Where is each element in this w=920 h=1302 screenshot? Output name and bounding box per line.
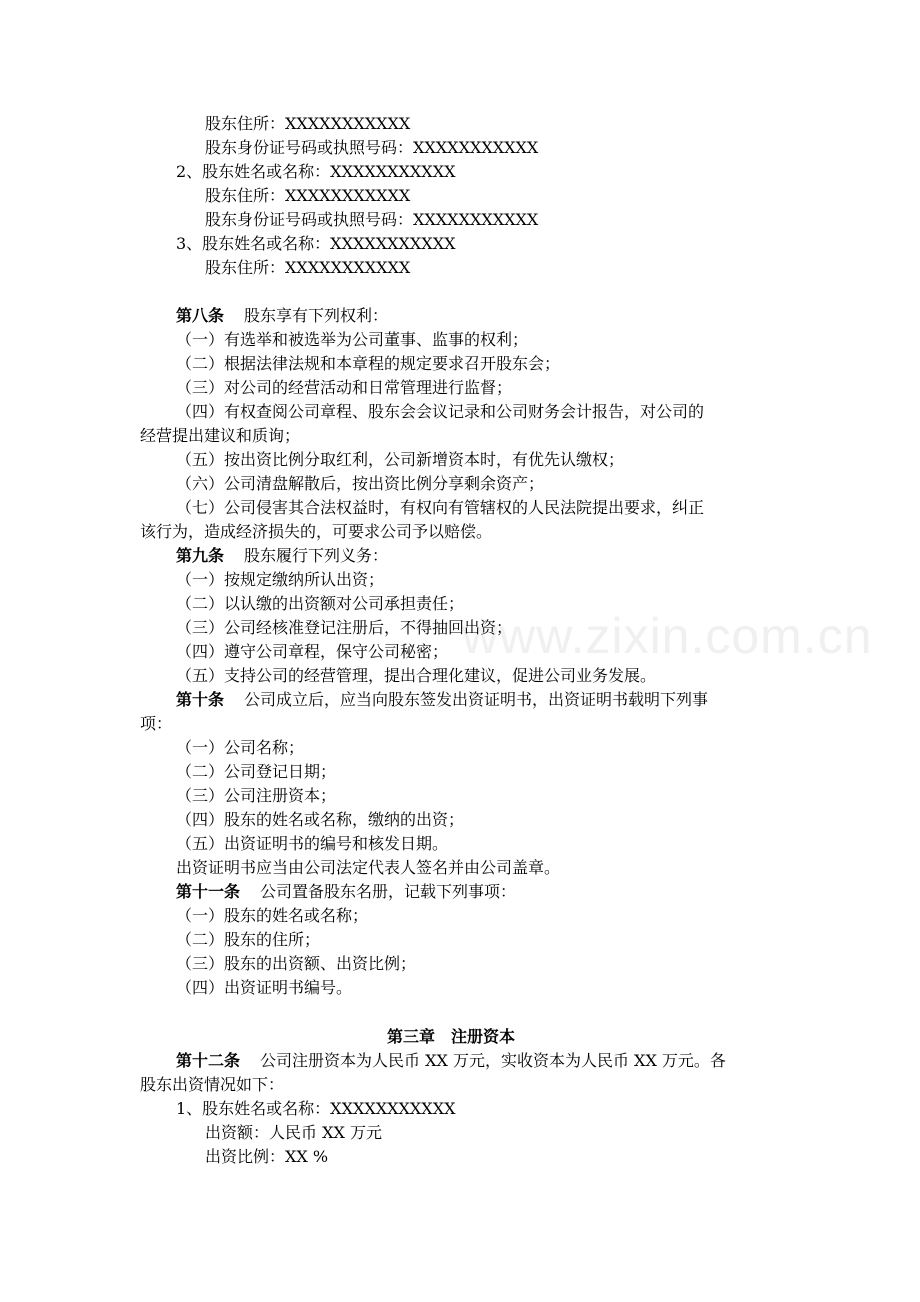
shareholder-2-name: 2、股东姓名或名称：XXXXXXXXXXX	[176, 162, 456, 181]
article-12-shareholder-1-name: 1、股东姓名或名称：XXXXXXXXXXX	[176, 1099, 456, 1118]
article-12-shareholder-1-amount: 出资额：人民币 XX 万元	[205, 1123, 382, 1142]
shareholder-1-id: 股东身份证号码或执照号码：XXXXXXXXXXX	[205, 138, 539, 157]
article-8-intro: 股东享有下列权利：	[244, 306, 389, 325]
article-11-item: （四）出资证明书编号。	[176, 978, 353, 997]
article-8-item: （二）根据法律法规和本章程的规定要求召开股东会；	[176, 354, 561, 373]
article-8-item: （五）按出资比例分取红利，公司新增资本时，有优先认缴权；	[176, 450, 625, 469]
article-8-item-continuation: 经营提出建议和质询；	[140, 426, 301, 445]
article-8-item: （七）公司侵害其合法权益时，有权向有管辖权的人民法院提出要求，纠正	[176, 498, 705, 517]
shareholder-3-name: 3、股东姓名或名称：XXXXXXXXXXX	[176, 234, 456, 253]
article-12-intro-continuation: 股东出资情况如下：	[140, 1075, 285, 1094]
article-10-closing: 出资证明书应当由公司法定代表人签名并由公司盖章。	[176, 858, 561, 877]
shareholder-2-id: 股东身份证号码或执照号码：XXXXXXXXXXX	[205, 210, 539, 229]
article-9-item: （一）按规定缴纳所认出资；	[176, 570, 385, 589]
chapter-3-title: 第三章 注册资本	[387, 1027, 516, 1046]
watermark: www.zixin.com.cn	[462, 608, 873, 664]
article-10-item: （一）公司名称；	[176, 738, 305, 757]
article-8-item: （四）有权查阅公司章程、股东会会议记录和公司财务会计报告，对公司的	[176, 402, 705, 421]
article-8-heading	[176, 305, 388, 327]
article-12-label: 第十二条	[176, 1051, 241, 1070]
article-9-heading	[176, 545, 388, 567]
article-11-label: 第十一条	[176, 882, 241, 901]
article-11-item: （二）股东的住所；	[176, 930, 321, 949]
article-9-item: （四）遵守公司章程，保守公司秘密；	[176, 642, 449, 661]
article-11-heading	[176, 881, 516, 903]
article-10-item: （四）股东的姓名或名称，缴纳的出资；	[176, 810, 465, 829]
article-8-label: 第八条	[176, 306, 225, 325]
article-9-item: （二）以认缴的出资额对公司承担责任；	[176, 594, 465, 613]
shareholder-3-address: 股东住所：XXXXXXXXXXX	[205, 258, 411, 277]
shareholder-2-address: 股东住所：XXXXXXXXXXX	[205, 186, 411, 205]
article-12-heading	[176, 1050, 726, 1072]
article-10-label: 第十条	[176, 690, 225, 709]
article-9-item: （三）公司经核准登记注册后，不得抽回出资；	[176, 618, 513, 637]
article-8-item: （六）公司清盘解散后，按出资比例分享剩余资产；	[176, 474, 545, 493]
article-10-intro: 公司成立后，应当向股东签发出资证明书，出资证明书载明下列事	[244, 690, 709, 709]
article-9-intro: 股东履行下列义务：	[244, 546, 389, 565]
article-9-item: （五）支持公司的经营管理，提出合理化建议，促进公司业务发展。	[176, 666, 657, 685]
article-8-item-continuation: 该行为，造成经济损失的，可要求公司予以赔偿。	[140, 522, 493, 541]
article-10-heading	[176, 689, 708, 711]
article-11-item: （一）股东的姓名或名称；	[176, 906, 369, 925]
article-8-item: （一）有选举和被选举为公司董事、监事的权利；	[176, 330, 529, 349]
article-11-item: （三）股东的出资额、出资比例；	[176, 954, 417, 973]
article-11-intro: 公司置备股东名册，记载下列事项：	[260, 882, 517, 901]
article-9-label: 第九条	[176, 546, 225, 565]
article-12-shareholder-1-ratio: 出资比例：XX %	[205, 1147, 329, 1166]
article-8-item: （三）对公司的经营活动和日常管理进行监督；	[176, 378, 513, 397]
article-12-intro: 公司注册资本为人民币 XX 万元，实收资本为人民币 XX 万元。各	[260, 1051, 726, 1070]
article-10-item: （五）出资证明书的编号和核发日期。	[176, 834, 449, 853]
article-10-item: （三）公司注册资本；	[176, 786, 337, 805]
article-10-intro-continuation: 项：	[140, 714, 173, 733]
shareholder-1-address: 股东住所：XXXXXXXXXXX	[205, 114, 411, 133]
article-10-item: （二）公司登记日期；	[176, 762, 337, 781]
